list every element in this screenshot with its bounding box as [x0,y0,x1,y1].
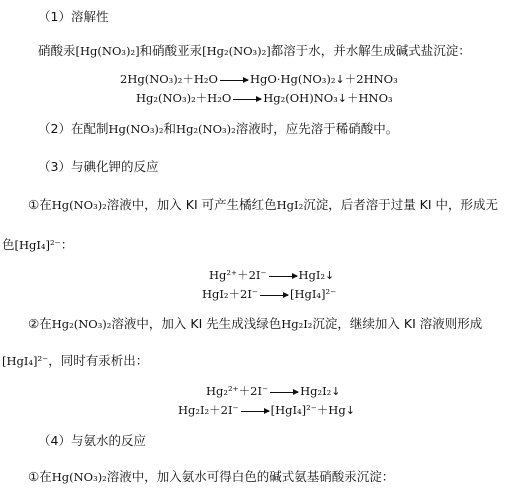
paragraph-ammonia: ①在Hg(NO₃)₂溶液中，加入氨水可得白色的碱式氨基硝酸汞沉淀： [28,469,395,484]
equation-2: Hg₂(NO₃)₂＋H₂O Hg₂(OH)NO₃↓＋HNO₃ [136,91,393,105]
section-1-title: （1）溶解性 [38,9,109,24]
section-3-title: （3）与碘化钾的反应 [38,159,159,174]
equation-6: Hg₂I₂＋2I⁻ [HgI₄]²⁻＋Hg↓ [178,403,355,417]
equation-1: 2Hg(NO₃)₂＋H₂O HgO·Hg(NO₃)₂↓＋2HNO₃ [120,72,398,86]
paragraph-solubility: 硝酸汞[Hg(NO₃)₂]和硝酸亚汞[Hg₂(NO₃)₂]都溶于水，并水解生成碱式盐沉淀： [38,43,471,58]
paragraph-ki-hg2-2: ②在Hg₂(NO₃)₂溶液中，加入 KI 先生成浅绿色Hg₂I₂沉淀，继续加入 KI 溶液则形成 [28,316,483,331]
equation-4: HgI₂＋2I⁻ [HgI₄]²⁻ [202,287,337,301]
section-4-title: （4）与氨水的反应 [38,433,146,448]
reaction-arrow [233,99,261,100]
paragraph-ki-hg2-2-continued: [HgI₄]²⁻，同时有汞析出： [2,353,149,368]
reaction-arrow [269,276,297,277]
reaction-arrow [260,295,288,296]
paragraph-ki-hg2-continued: 色[HgI₄]²⁻： [2,237,74,252]
equation-3: Hg²⁺＋2I⁻ HgI₂↓ [209,268,335,282]
reaction-arrow [241,411,269,412]
reaction-arrow [270,392,298,393]
reaction-arrow [220,80,248,81]
equation-5: Hg₂²⁺＋2I⁻ Hg₂I₂↓ [206,384,341,398]
section-2-text: （2）在配制Hg(NO₃)₂和Hg₂(NO₃)₂溶液时，应先溶于稀硝酸中。 [38,121,399,136]
paragraph-ki-hg2: ①在Hg(NO₃)₂溶液中，加入 KI 可产生橘红色HgI₂沉淀，后者溶于过量 KI 中，形成无 [28,197,499,212]
